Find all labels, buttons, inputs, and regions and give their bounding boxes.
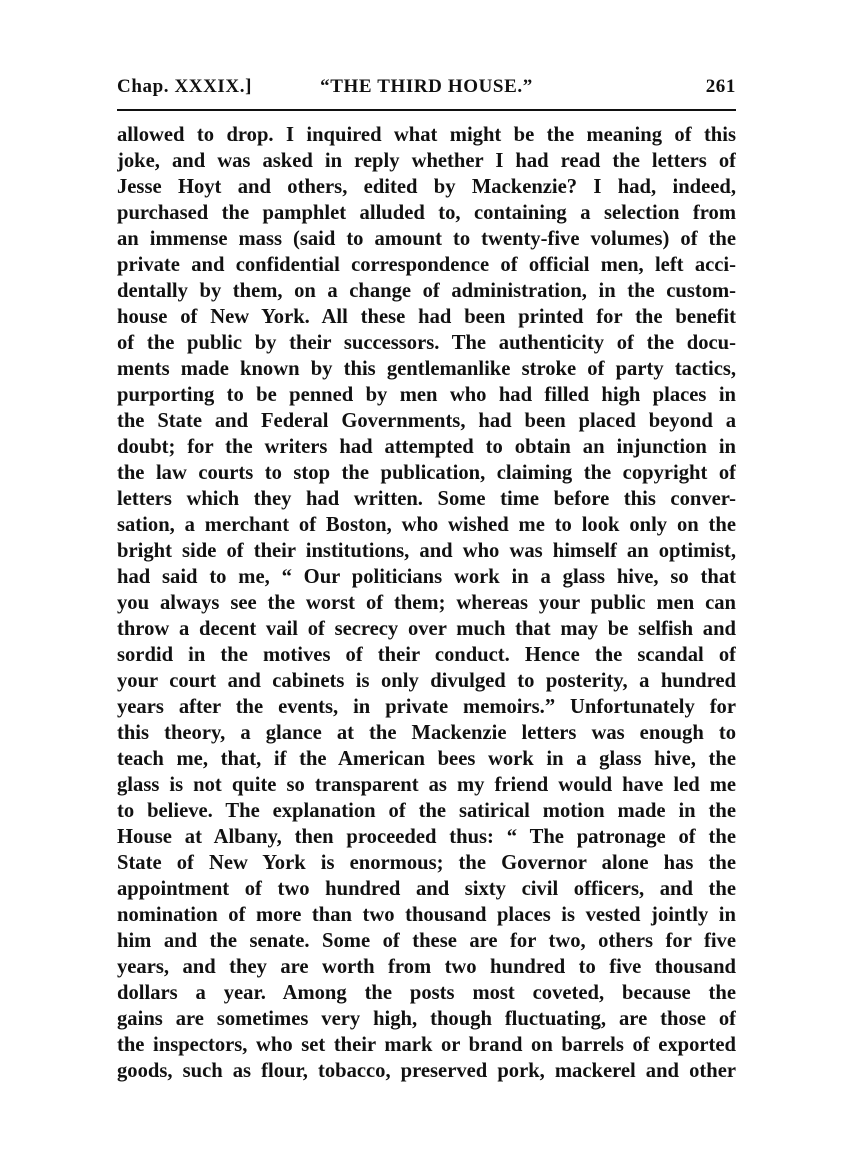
text-line: doubt; for the writers had attempted to obtain an injunction in [117,436,736,458]
text-line: allowed to drop. I inquired what might be the meaning of this [117,124,736,146]
header-rule [117,109,736,111]
text-line: House at Albany, then proceeded thus: “ The patronage of the [117,826,736,848]
text-line: the inspectors, who set their mark or brand on barrels of exported [117,1034,736,1056]
text-line: private and confidential correspondence of official men, left acci- [117,254,736,276]
text-line: Jesse Hoyt and others, edited by Mackenzie? I had, indeed, [117,176,736,198]
text-line: letters which they had written. Some time before this conver- [117,488,736,510]
text-line: State of New York is enormous; the Governor alone has the [117,852,736,874]
text-line: purporting to be penned by men who had filled high places in [117,384,736,406]
text-line: house of New York. All these had been printed for the benefit [117,306,736,328]
text-line: this theory, a glance at the Mackenzie letters was enough to [117,722,736,744]
page-number: 261 [705,76,736,97]
text-line: dentally by them, on a change of administration, in the custom- [117,280,736,302]
body-text [117,122,736,1084]
text-line: you always see the worst of them; whereas your public men can [117,592,736,614]
text-line: bright side of their institutions, and who was himself an optimist, [117,540,736,562]
text-line: sordid in the motives of their conduct. Hence the scandal of [117,644,736,666]
running-head [117,76,736,100]
text-line: of the public by their successors. The authenticity of the docu- [117,332,736,354]
text-line: appointment of two hundred and sixty civil officers, and the [117,878,736,900]
text-line: the law courts to stop the publication, claiming the copyright of [117,462,736,484]
text-line: to believe. The explanation of the satirical motion made in the [117,800,736,822]
text-line: him and the senate. Some of these are for two, others for five [117,930,736,952]
text-line: glass is not quite so transparent as my friend would have led me [117,774,736,796]
text-line: teach me, that, if the American bees work in a glass hive, the [117,748,736,770]
text-line: the State and Federal Governments, had been placed beyond a [117,410,736,432]
text-line: purchased the pamphlet alluded to, containing a selection from [117,202,736,224]
text-line: years after the events, in private memoirs.” Unfortunately for [117,696,736,718]
text-line: nomination of more than two thousand places is vested jointly in [117,904,736,926]
chapter-label: Chap. XXXIX.] [117,76,253,97]
running-title: “THE THIRD HOUSE.” [320,76,533,97]
text-line: your court and cabinets is only divulged to posterity, a hundred [117,670,736,692]
text-line: sation, a merchant of Boston, who wished me to look only on the [117,514,736,536]
text-line: years, and they are worth from two hundred to five thousand [117,956,736,978]
text-line: dollars a year. Among the posts most coveted, because the [117,982,736,1004]
text-line: had said to me, “ Our politicians work in a glass hive, so that [117,566,736,588]
text-line: ments made known by this gentlemanlike stroke of party tactics, [117,358,736,380]
text-line: an immense mass (said to amount to twenty-five volumes) of the [117,228,736,250]
text-line: goods, such as flour, tobacco, preserved pork, mackerel and other [117,1060,736,1082]
text-line: joke, and was asked in reply whether I had read the letters of [117,150,736,172]
text-line: gains are sometimes very high, though fluctuating, are those of [117,1008,736,1030]
text-line: throw a decent vail of secrecy over much that may be selfish and [117,618,736,640]
